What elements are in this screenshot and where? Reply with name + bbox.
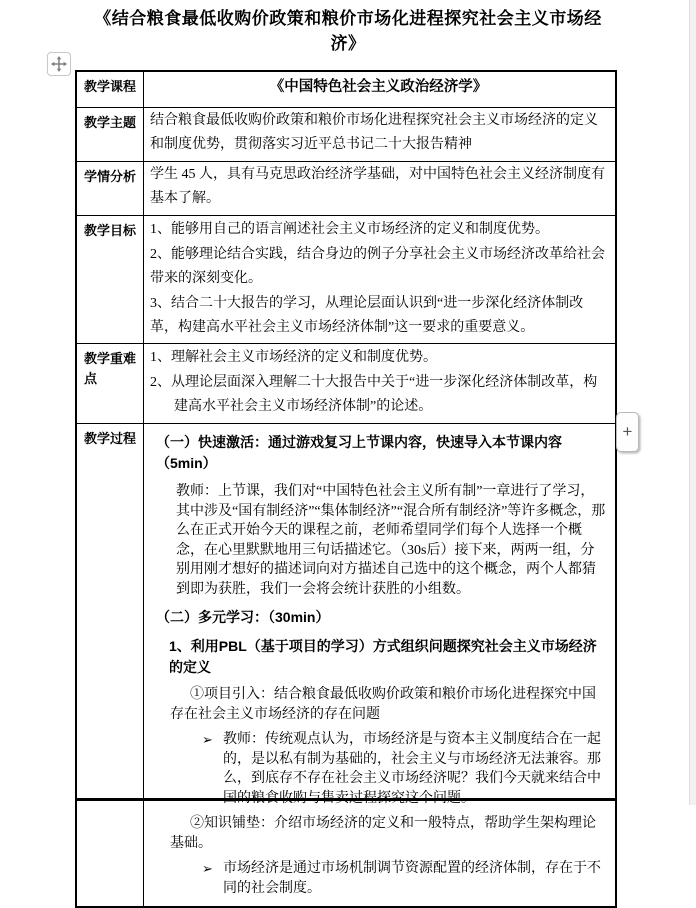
lesson-plan-table-grid xyxy=(75,70,617,908)
row-label-course[interactable]: 教学课程 xyxy=(76,71,144,108)
process-bullet-6 xyxy=(150,730,607,808)
list-item-goals-3: 3、结合二十大报告的学习，从理论层面认识到“进一步深化经济体制改革，构建高水平社会主义市场经济体制”这一要求的重要意义。 xyxy=(150,296,584,335)
process-subheading-4: 1、利用PBL（基于项目的学习）方式组织问题探究社会主义市场经济的定义 xyxy=(169,638,597,675)
lesson-table-body xyxy=(76,71,616,907)
cell-text-topic: 结合粮食最低收购价政策和粮价市场化进程探究社会主义市场经济的定义和制度优势，贯彻落实习近平总书记二十大报告精神 xyxy=(150,113,598,152)
row-content-course[interactable] xyxy=(144,71,617,108)
table-move-handle[interactable] xyxy=(47,52,71,76)
list-item-goals-1: 1、能够用自己的语言阐述社会主义市场经济的定义和制度优势。 xyxy=(150,222,549,237)
move-cross-icon xyxy=(51,56,67,72)
row-content-process[interactable] xyxy=(144,424,617,908)
list-item-keypoints-2: 2、从理论层面深入理解二十大报告中关于“进一步深化经济体制改革，构建高水平社会主义市场经济体制”的论述。 xyxy=(150,375,598,414)
process-bullet-text: 教师：传统观点认为，市场经济是与资本主义制度结合在一起的，是以私有制为基础的，社会主义与市场经济无法兼容。那么，到底存不存在社会主义市场经济呢？我们今天就来结合中国的粮食收购与售卖过程探究这个问题。 xyxy=(223,732,601,806)
list-item-keypoints-1: 1、理解社会主义市场经济的定义和制度优势。 xyxy=(150,350,437,365)
table-row-keypoints xyxy=(76,344,616,424)
row-label-keypoints[interactable]: 教学重难点 xyxy=(76,344,144,424)
row-label-topic[interactable]: 教学主题 xyxy=(76,108,144,162)
process-heading-3: （二）多元学习：（30min） xyxy=(156,609,330,625)
process-circled-5: ①项目引入：结合粮食最低收购价政策和粮价市场化进程探究中国存在社会主义市场经济的存在问题 xyxy=(170,687,596,722)
row-content-learners[interactable] xyxy=(144,162,617,216)
insert-button[interactable] xyxy=(616,412,639,452)
list-item-goals-2: 2、能够理论结合实践，结合身边的例子分享社会主义市场经济改革给社会带来的深刻变化。 xyxy=(150,247,605,286)
table-row-course xyxy=(76,71,616,108)
table-row-process xyxy=(76,424,616,908)
process-para-2: 教师：上节课，我们对“中国特色社会主义所有制”一章进行了学习，其中涉及“国有制经济”“集体制经济”“混合所有制经济”等许多概念，那么在正式开始今天的课程之前，老师希望同学们每个人选择一个概念，在心里默默地用三句话描述它。（30s后）接下来，两两一组，分别用刚才想好的描述词向对方描述自己选中的这个概念，两个人都猜到即为获胜，我们一会将会统计获胜的小组数。 xyxy=(176,484,606,597)
row-label-learners[interactable]: 学情分析 xyxy=(76,162,144,216)
row-content-goals[interactable] xyxy=(144,216,617,344)
table-row-topic xyxy=(76,108,616,162)
process-bullet-8 xyxy=(150,859,607,898)
arrow-bullet-icon: ➢ xyxy=(202,732,213,747)
row-label-process[interactable]: 教学过程 xyxy=(76,424,144,908)
process-bullet-text: 市场经济是通过市场机制调节资源配置的经济体制，存在于不同的社会制度。 xyxy=(223,861,601,896)
arrow-bullet-icon: ➢ xyxy=(202,861,213,876)
document-title[interactable]: 《结合粮食最低收购价政策和粮价市场化进程探究社会主义市场经济》 xyxy=(94,9,602,53)
cell-text-learners: 学生 45 人，具有马克思政治经济学基础，对中国特色社会主义经济制度有基本了解。 xyxy=(150,167,605,206)
table-row-learners xyxy=(76,162,616,216)
row-content-keypoints[interactable] xyxy=(144,344,617,424)
table-row-goals xyxy=(76,216,616,344)
row-content-topic[interactable] xyxy=(144,108,617,162)
plus-icon: + xyxy=(622,422,633,441)
row-label-goals[interactable]: 教学目标 xyxy=(76,216,144,344)
process-heading-1: （一）快速激活：通过游戏复习上节课内容，快速导入本节课内容（5min） xyxy=(156,434,562,471)
process-circled-7: ②知识铺垫：介绍市场经济的定义和一般特点，帮助学生架构理论基础。 xyxy=(170,816,596,851)
lesson-plan-table xyxy=(75,70,617,896)
scrollbar-track[interactable] xyxy=(689,0,696,805)
cell-text-course: 《中国特色社会主义政治经济学》 xyxy=(269,79,488,95)
